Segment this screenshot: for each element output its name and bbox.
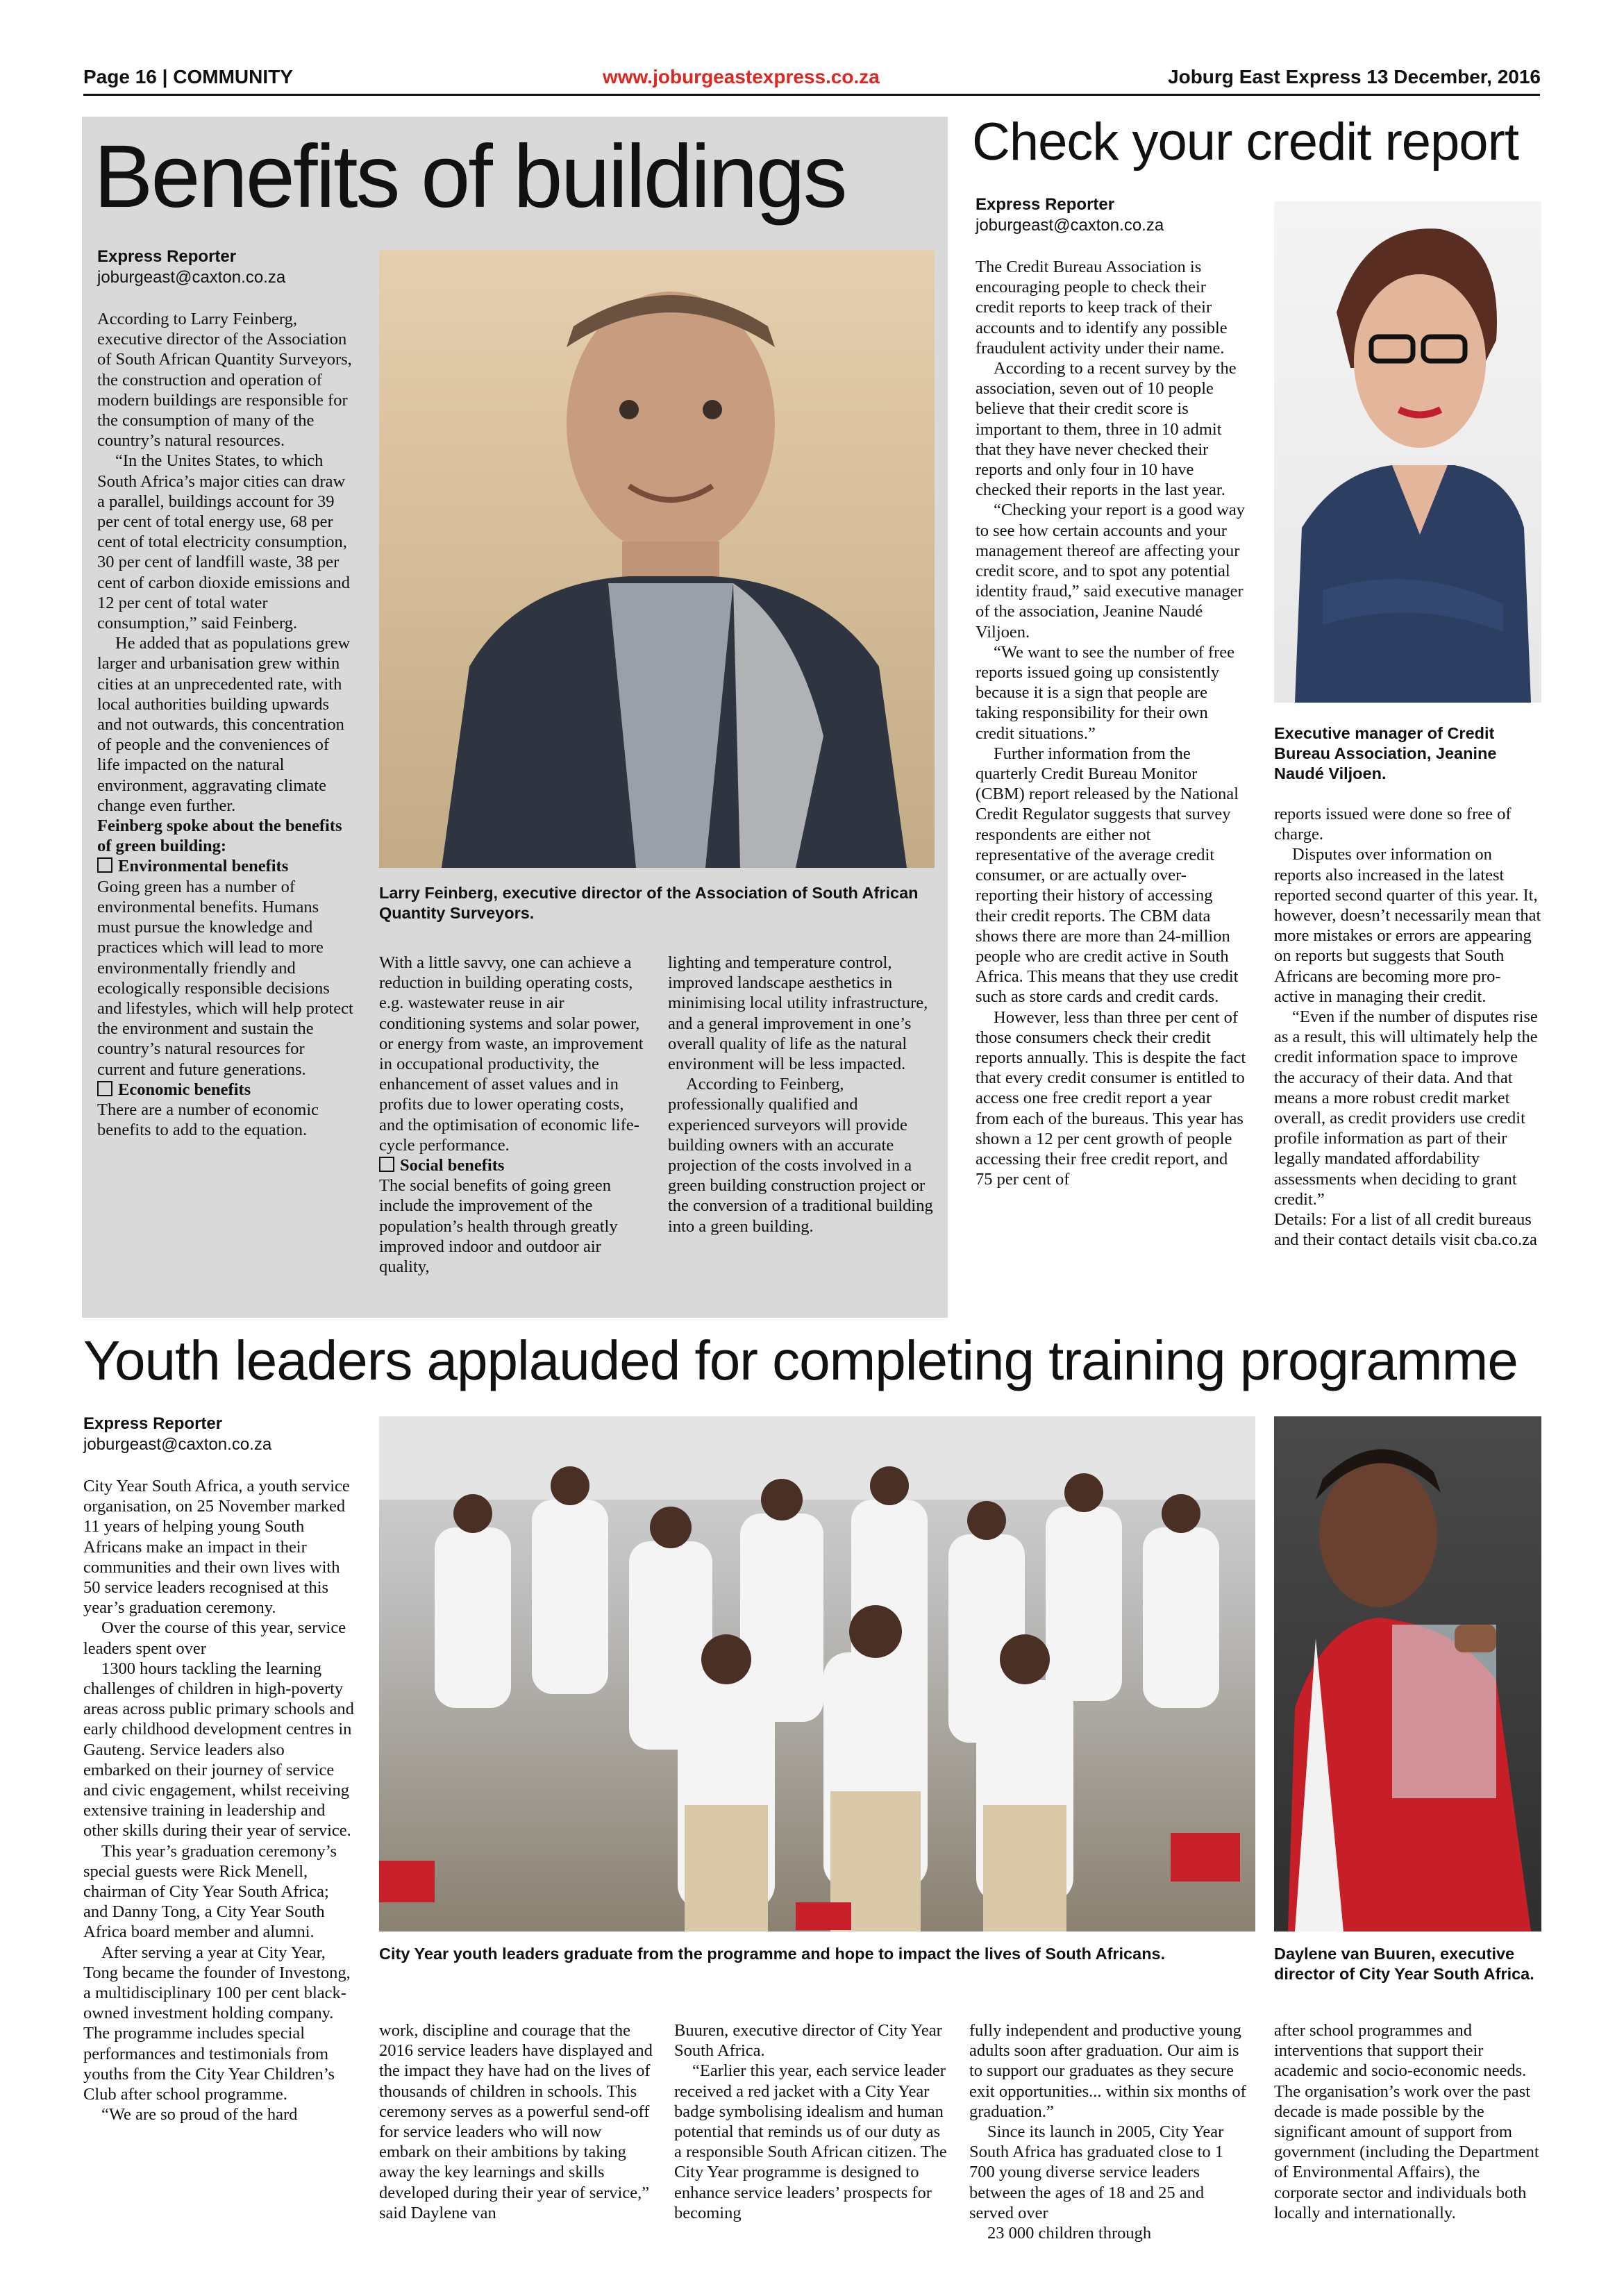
checkbox-bullet-icon — [97, 1081, 112, 1096]
paragraph: However, less than three per cent of those consumers check their credit reports annually. This is despite the fact that every credit consumer is entitled to access one free credit report a year from each of the bureaus. This year has shown a 12 per cent growth of people accessing their free credit report, and 75 per cent of — [976, 1007, 1246, 1189]
graduates-photo — [379, 1416, 1255, 1932]
checkbox-bullet-icon — [97, 857, 112, 873]
paragraph: fully independent and productive young adults soon after graduation. Our aim is to support our graduates as they secure exit opportunities... within six months of graduation.” — [969, 2021, 1246, 2121]
paper-date: Joburg East Express 13 December, 2016 — [1168, 66, 1541, 87]
paragraph: Since its launch in 2005, City Year South Africa has graduated close to 1 700 young diverse service leaders between the ages of 18 and 25 and served over — [969, 2122, 1224, 2222]
paragraph: There are a number of economic benefits to add to the equation. — [97, 1100, 319, 1140]
page-section-label: Page 16 | COMMUNITY — [83, 66, 293, 87]
paragraph: This year’s graduation ceremony’s special guests were Rick Menell, chairman of City Year South Africa; and Danny Tong, a City Year South Africa board member and alumni. — [83, 1841, 337, 1942]
youth-byline — [83, 1414, 271, 1455]
paragraph: Disputes over information on reports also increased in the latest reported second quarter of this year. It, however, doesn’t necessarily mean that more mistakes or errors are appearing on reports but suggests that South Africans are becoming more pro-active in managing their credit. — [1274, 845, 1541, 1006]
paragraph: Details: For a list of all credit bureaus and their contact details visit cba.co.za — [1274, 1210, 1537, 1250]
paragraph: He added that as populations grew larger and urbanisation grew within cities at an unprecedented rate, with local authorities building upwards and not outwards, this concentration of people and the conveniences of life impacted on the natural environment, aggravating climate change even further. — [97, 634, 351, 815]
feinberg-caption: Larry Feinberg, executive director of the Association of South African Quantity Surveyors. — [379, 884, 919, 922]
credit-column-1 — [976, 257, 1246, 1189]
byline-email[interactable]: joburgeast@caxton.co.za — [83, 1435, 272, 1454]
website-url[interactable]: www.joburgeastexpress.co.za — [603, 66, 880, 87]
credit-byline — [976, 194, 1164, 236]
buildings-column-1 — [97, 309, 354, 1140]
buildings-column-3 — [668, 953, 939, 1237]
paragraph: With a little savvy, one can achieve a reduction in building operating costs, e.g. wastewater reuse in air conditioning systems and solar power, or energy from waste, an improvement in occupational productivity, the enhancement of asset values and in profits due to lower operating costs, and the optimisation of economic life-cycle performance. — [379, 953, 644, 1155]
credit-column-2 — [1274, 804, 1541, 1250]
paragraph: According to Larry Feinberg, executive director of the Association of South African Quantity Surveyors, the construction and operation of modern buildings are responsible for the consumption of many of the country’s natural resources. — [97, 310, 352, 451]
paragraph: lighting and temperature control, improved landscape aesthetics in minimising local utility infrastructure, and a general improvement in one’s overall quality of life as the natural environment will be less impacted. — [668, 953, 928, 1074]
paragraph: After serving a year at City Year, Tong became the founder of Investong, a multidisciplinary 100 per cent black-owned investment holding company. The programme includes special performances and testimonials from youths from the City Year Children’s Club after school programme. — [83, 1943, 351, 2104]
youth-column-1 — [83, 1476, 354, 2125]
graduates-photo-illustration — [379, 1416, 1255, 1932]
viljoen-caption: Executive manager of Credit Bureau Association, Jeanine Naudé Viljoen. — [1274, 724, 1497, 782]
youth-column-2 — [379, 2020, 653, 2223]
subheading: Feinberg spoke about the benefits of green building: — [97, 816, 342, 856]
paragraph: work, discipline and courage that the 2016 service leaders have displayed and the impact they have had on the lives of thousands of children in schools. This ceremony serves as a powerful send-off for service leaders who will now embark on their ambitions by taking away the key learnings and skills developed during their year of service,” said Daylene van — [379, 2021, 653, 2222]
paragraph: “Earlier this year, each service leader received a red jacket with a City Year badge symbolising idealism and human potential that reminds us of our duty as a responsible South African citizen. The City Year programme is designed to enhance service leaders’ prospects for becoming — [674, 2061, 947, 2222]
feinberg-photo-illustration — [379, 250, 935, 868]
paragraph: 1300 hours tackling the learning challenges of children in high-poverty areas across public primary schools and early childhood development centres in Gauteng. Service leaders also embarked on their journey of service and civic engagement, whilst receiving extensive training in leadership and other skills during their year of service. — [83, 1659, 354, 1841]
paragraph: The Credit Bureau Association is encouraging people to check their credit reports to keep track of their accounts and to identify any possible fraudulent activity under their name. — [976, 258, 1228, 358]
van-buuren-photo — [1274, 1416, 1541, 1932]
paragraph: “In the Unites States, to which South Africa’s major cities can draw a parallel, buildings account for 39 per cent of total energy use, 68 per cent of total electricity consumption, 30 per cent of landfill waste, 38 per cent of carbon dioxide emissions and 12 per cent of total water consumption,” said Feinberg. — [97, 451, 351, 633]
credit-headline: Check your credit report — [972, 112, 1518, 171]
youth-column-5 — [1274, 2020, 1545, 2223]
paragraph: Over the course of this year, service leaders spent over — [83, 1618, 346, 1658]
van-buuren-caption: Daylene van Buuren, executive director of City Year South Africa. — [1274, 1945, 1534, 1983]
byline-name: Express Reporter — [976, 195, 1115, 214]
paragraph: Buuren, executive director of City Year South Africa. — [674, 2021, 942, 2061]
viljoen-photo — [1274, 201, 1541, 703]
feinberg-photo — [379, 250, 935, 868]
paragraph: reports issued were done so free of charge. — [1274, 805, 1512, 844]
subheading: Social benefits — [379, 1155, 650, 1175]
byline-email[interactable]: joburgeast@caxton.co.za — [97, 268, 286, 287]
paragraph: 23 000 children through — [987, 2224, 1152, 2243]
byline-email[interactable]: joburgeast@caxton.co.za — [976, 216, 1164, 235]
youth-column-3 — [674, 2020, 948, 2223]
buildings-byline — [97, 246, 285, 288]
buildings-headline: Benefits of buildings — [94, 127, 846, 226]
paragraph: “We are so proud of the hard — [101, 2105, 298, 2125]
paragraph: after school programmes and interventions that support their academic and socio-economic needs. The organisation’s work over the past decade is made possible by the significant amount of support from government (including the Department of Environmental Affairs), the corporate sector and individuals both locally and internationally. — [1274, 2021, 1539, 2222]
paragraph: Going green has a number of environmental benefits. Humans must pursue the knowledge and practices which will lead to more environmentally friendly and ecologically responsible decisions and lifestyles, which will help protect the environment and sustain the country’s natural resources for current and future generations. — [97, 877, 353, 1079]
van-buuren-photo-illustration — [1274, 1416, 1541, 1932]
paragraph: “We want to see the number of free reports issued going up consistently because it is a sign that people are taking responsibility for their own credit situations.” — [976, 642, 1234, 743]
paragraph: According to a recent survey by the association, seven out of 10 people believe that their credit score is important to them, three in 10 admit that they have never checked their reports and only four in 10 have checked their reports in the last year. — [976, 359, 1237, 500]
header-rule — [83, 94, 1540, 96]
youth-headline: Youth leaders applauded for completing training programme — [83, 1330, 1518, 1391]
paragraph: “Even if the number of disputes rise as a result, this will ultimately help the credit information space to improve the accuracy of their data. And that means a more robust credit market overall, as credit providers use credit profile information as part of their legally mandated affordability assessments when deciding to grant credit.” — [1274, 1007, 1538, 1209]
byline-name: Express Reporter — [97, 247, 237, 266]
paragraph: According to Feinberg, professionally qualified and experienced surveyors will provide building owners with an accurate projection of the costs involved in a green building construction project or the conversion of a traditional building into a green building. — [668, 1075, 933, 1236]
graduates-caption: City Year youth leaders graduate from the programme and hope to impact the lives of South Africans. — [379, 1945, 1166, 1963]
byline-name: Express Reporter — [83, 1414, 223, 1433]
buildings-column-2 — [379, 953, 650, 1277]
subheading: Economic benefits — [97, 1080, 354, 1100]
checkbox-bullet-icon — [379, 1157, 394, 1172]
viljoen-photo-illustration — [1274, 201, 1541, 703]
paragraph: “Checking your report is a good way to see how certain accounts and your management thereof are affecting your credit score, and to spot any potential identity fraud,” said executive manager of the association, Jeanine Naudé Viljoen. — [976, 501, 1245, 642]
subheading: Environmental benefits — [97, 856, 354, 876]
paragraph: City Year South Africa, a youth service organisation, on 25 November marked 11 years of helping young South Africans make an impact in their communities and their own lives with 50 service leaders recognised at this year’s graduation ceremony. — [83, 1477, 350, 1618]
paragraph: Further information from the quarterly Credit Bureau Monitor (CBM) report released by the National Credit Regulator suggests that survey respondents are either not representative of the average credit consumer, or are actually over-reporting their history of accessing their credit reports. The CBM data shows there are more than 24-million people who are credit active in South Africa. This means that they use credit such as store cards and credit cards. — [976, 744, 1239, 1007]
paragraph: The social benefits of going green include the improvement of the population’s health through greatly improved indoor and outdoor air quality, — [379, 1176, 618, 1277]
youth-column-4 — [969, 2020, 1250, 2243]
